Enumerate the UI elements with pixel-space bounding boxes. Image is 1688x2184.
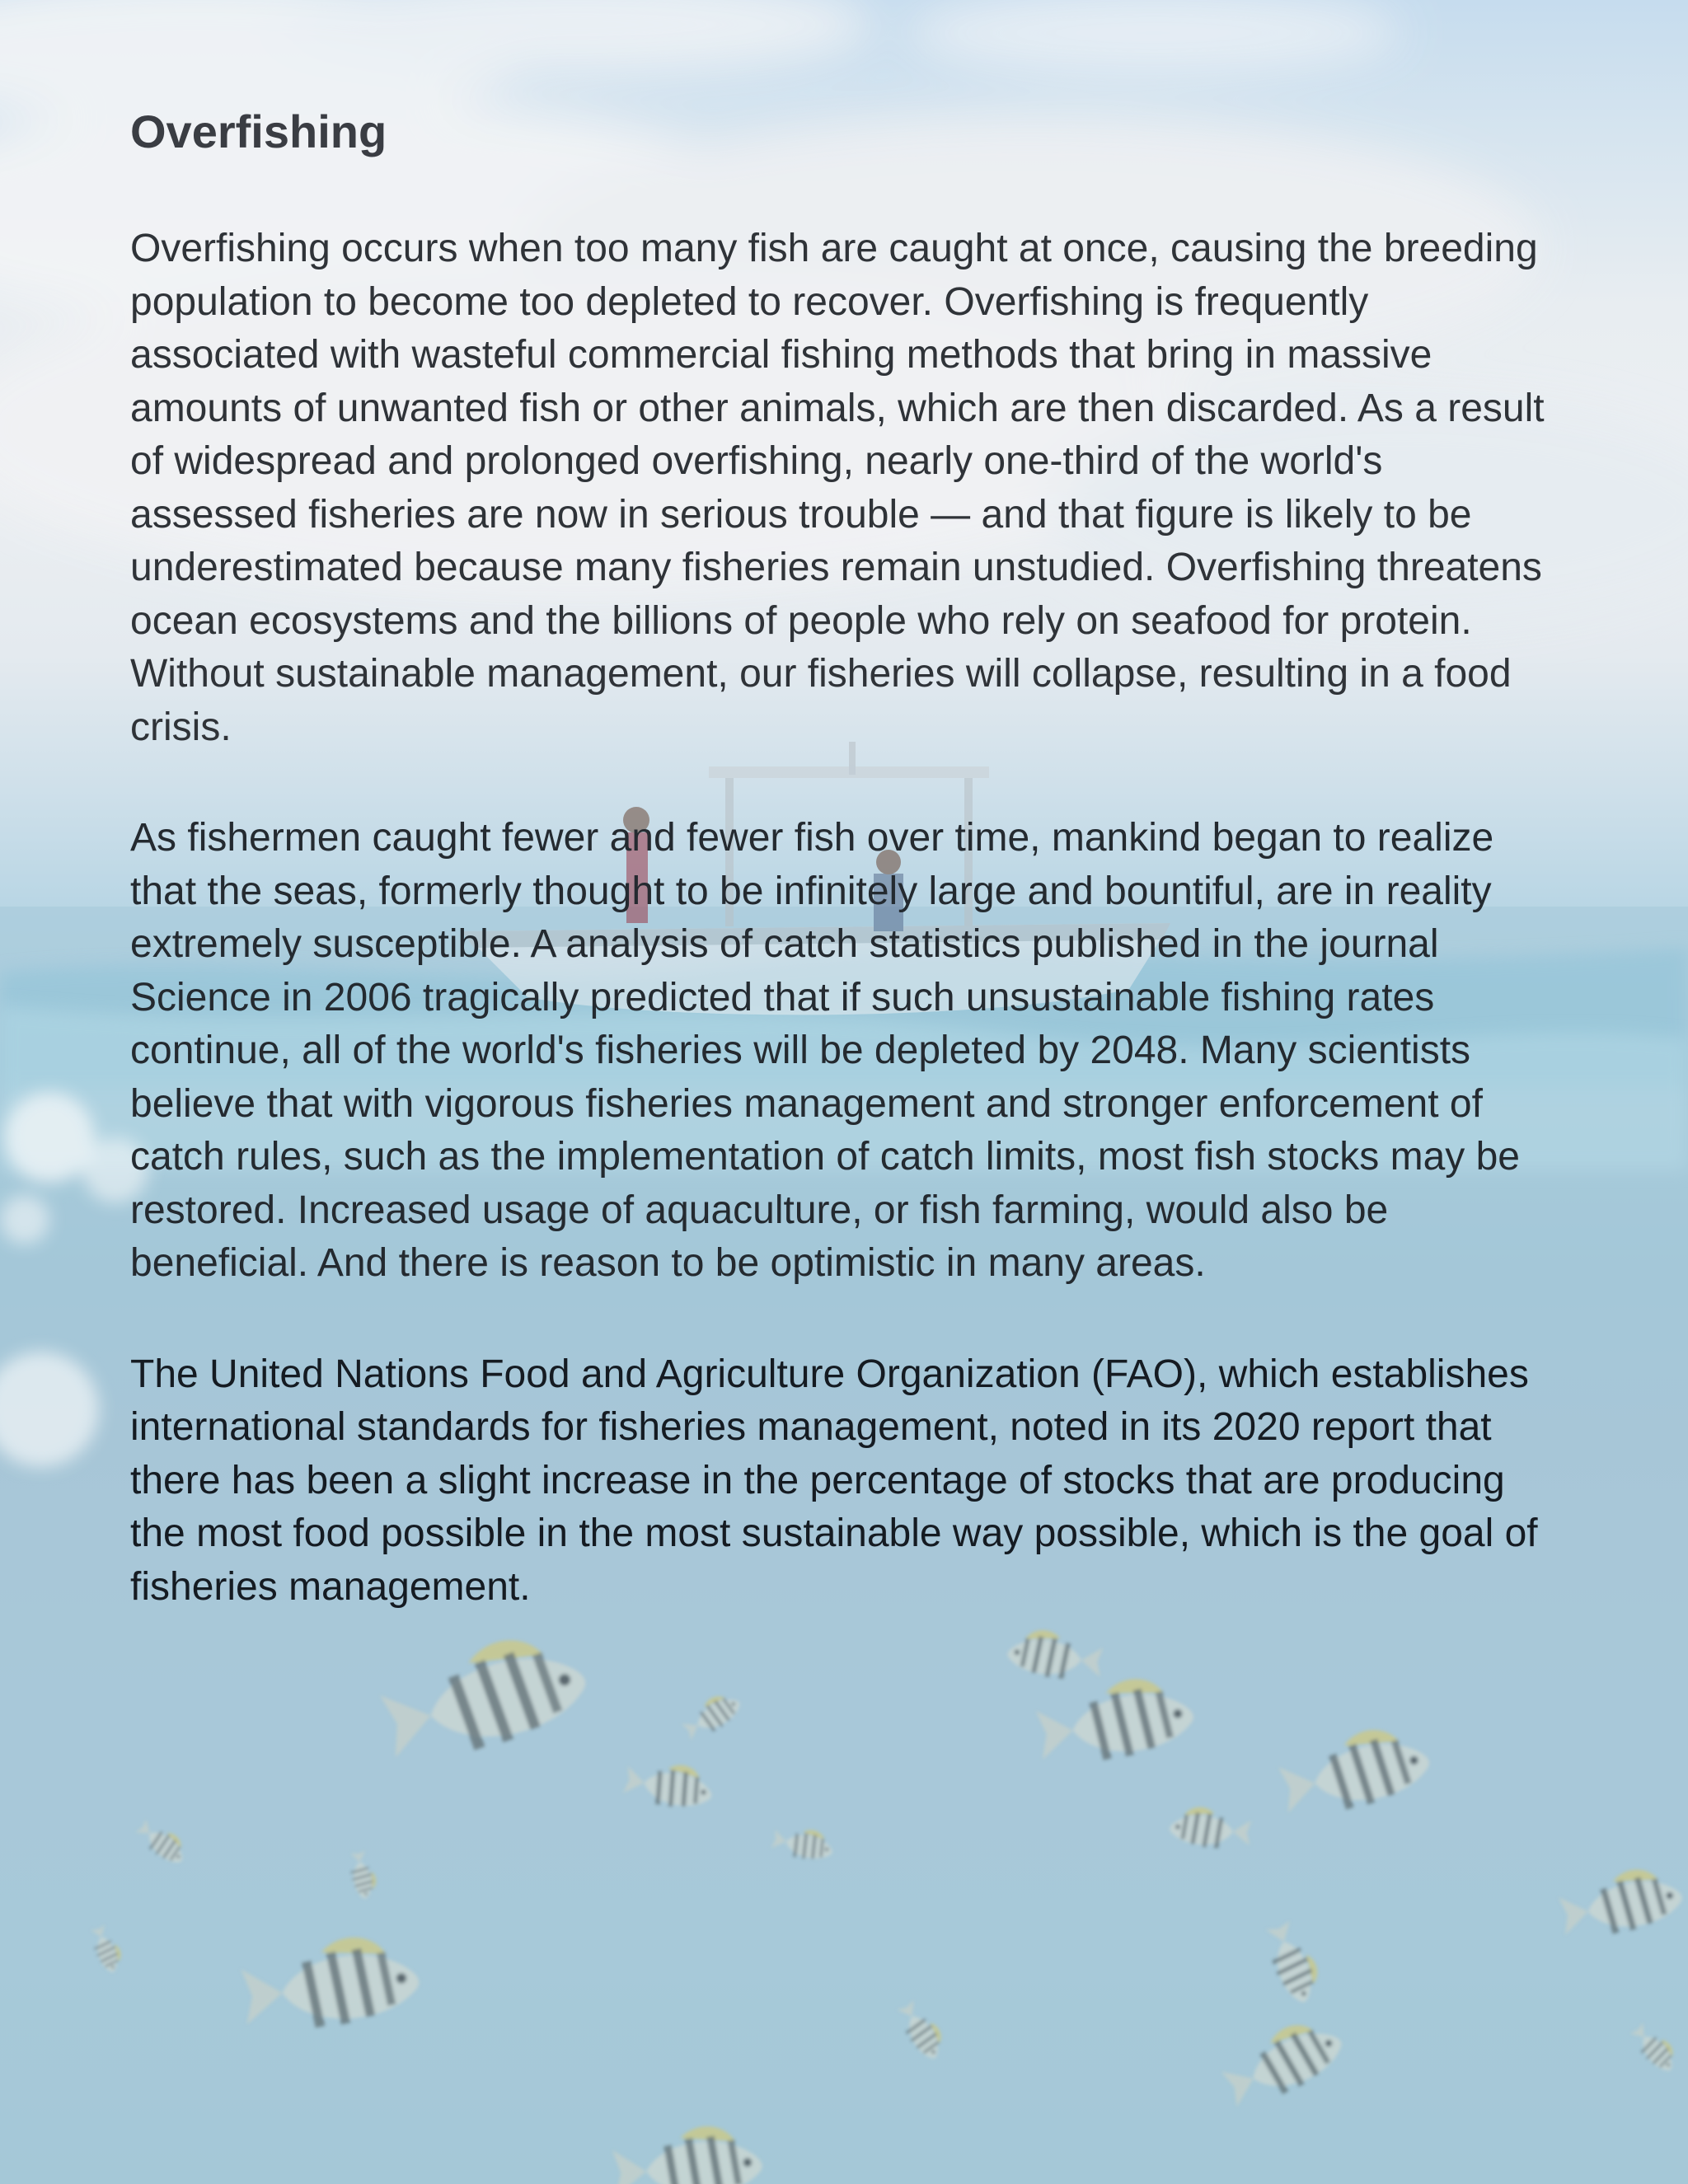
article — [130, 105, 1548, 1671]
paragraph-overfishing-definition: Overfishing occurs when too many fish are caught at once, causing the breeding population to become too depleted to recover. Overfishing is frequently associated with wasteful commercial fishing methods that bring in massive amounts of unwanted fish or other animals, which are then discarded. As a result of widespread and prolonged overfishing, nearly one-third of the world's assessed fisheries are now in serious trouble — and that figure is likely to be underestimated because many fisheries remain unstudied. Overfishing threatens ocean ecosystems and the billions of people who rely on seafood for protein. Without sustainable management, our fisheries will collapse, resulting in a food crisis. — [130, 227, 1545, 749]
page-title: Overfishing — [130, 105, 387, 157]
paragraph-fishery-depletion: As fishermen caught fewer and fewer fish over time, mankind began to realize that the seas, formerly thought to be infinitely large and bountiful, are in reality extremely susceptible. A analysis of catch statistics published in the journal Science in 2006 tragically predicted that if such unsustainable fishing rates continue, all of the world's fisheries will be depleted by 2048. Many scientists believe that with vigorous fisheries management and stronger enforcement of catch rules, such as the implementation of catch limits, most fish stocks may be restored. Increased usage of aquaculture, or fish farming, would also be beneficial. And there is reason to be optimistic in many areas. — [130, 816, 1520, 1286]
paragraph-fao-report: The United Nations Food and Agriculture Organization (FAO), which establishes international standards for fisheries management, noted in its 2020 report that there has been a slight increase in the percentage of stocks that are producing the most food possible in the most sustainable way possible, which is the goal of fisheries management. — [130, 1352, 1538, 1609]
